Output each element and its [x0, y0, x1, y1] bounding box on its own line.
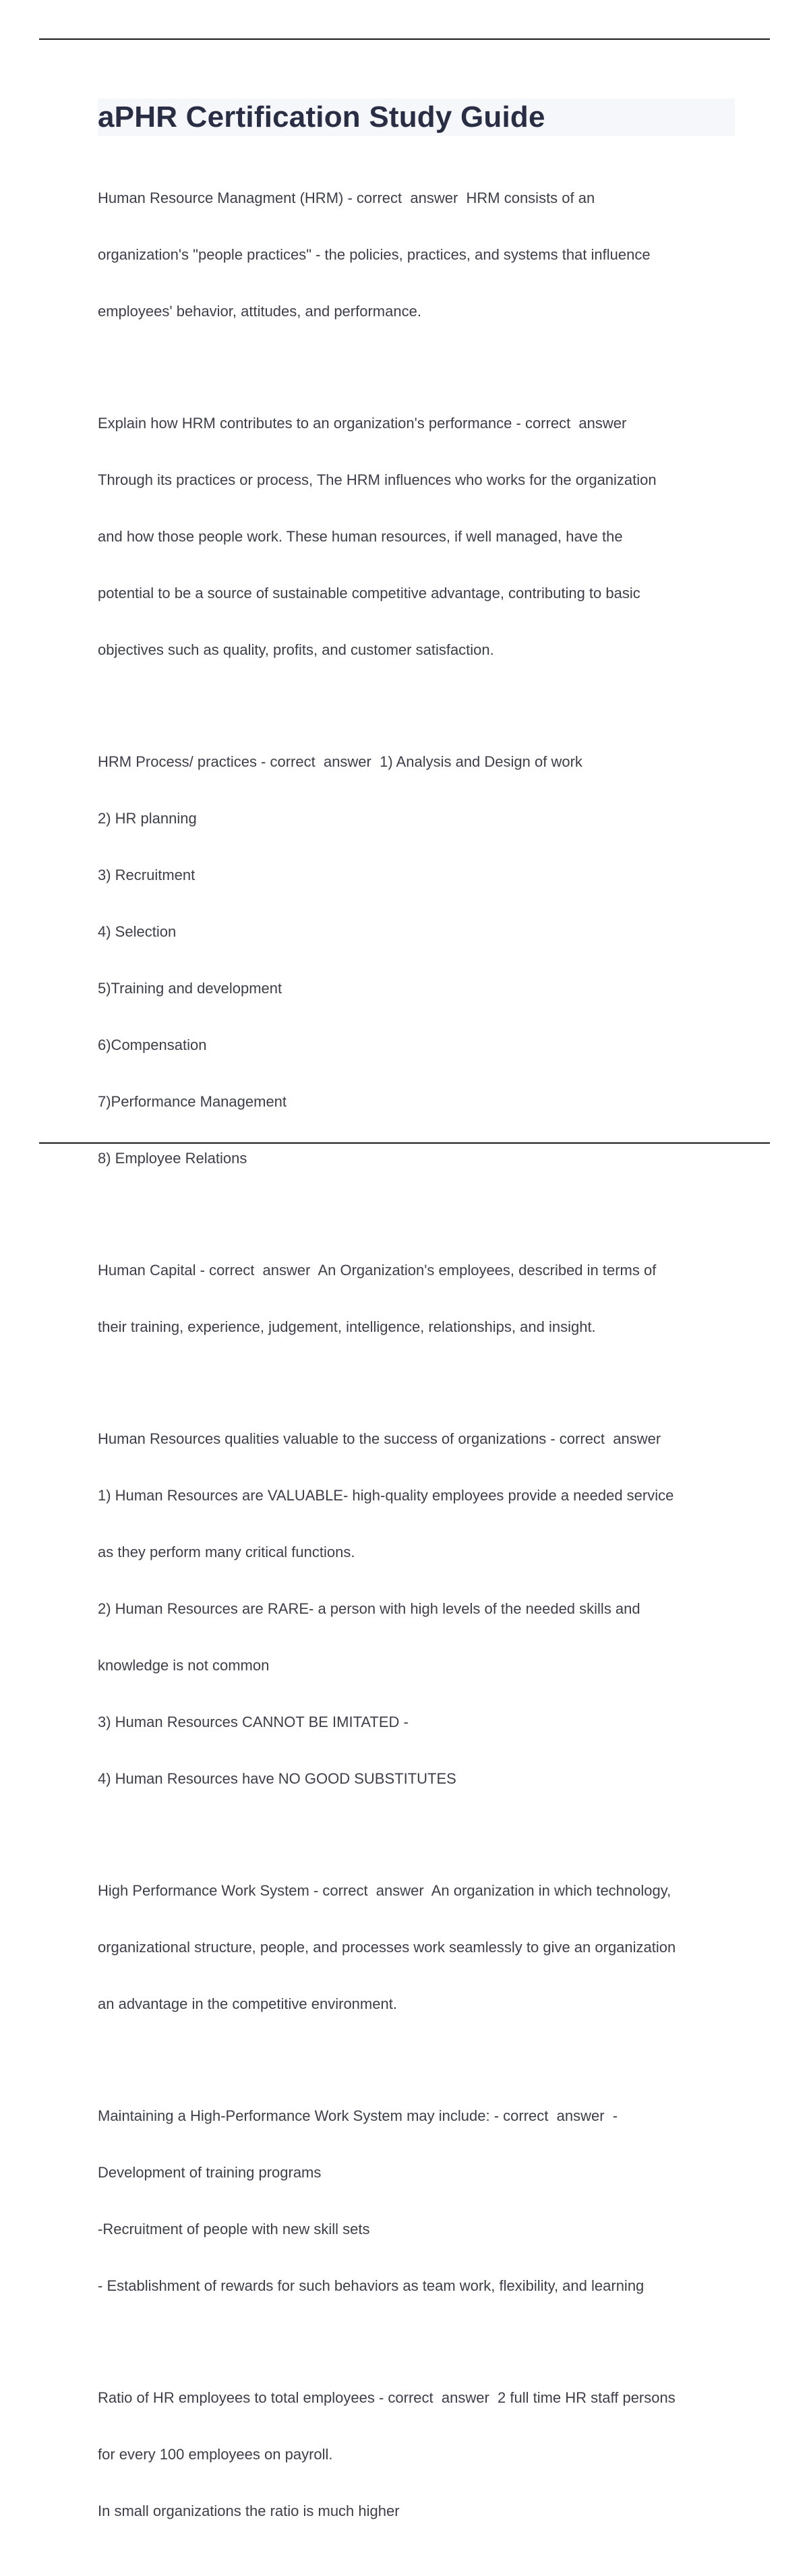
- entry-line: as they perform many critical functions.: [98, 1544, 355, 1560]
- qa-entry-hrm-process: [98, 715, 735, 1206]
- entry-line: organizational structure, people, and processes work seamlessly to give an organization: [98, 1939, 676, 1956]
- entry-line: 6)Compensation: [98, 1036, 207, 1053]
- qa-entry-hpws: [98, 1844, 735, 2051]
- entry-line: Human Capital - correct answer An Organization's employees, described in terms of: [98, 1262, 657, 1279]
- footer-rule: [39, 1142, 770, 1144]
- entry-line: Explain how HRM contributes to an organization's performance - correct answer: [98, 415, 627, 432]
- entry-line: 2) HR planning: [98, 810, 197, 827]
- entry-line: Maintaining a High-Performance Work System may include: - correct answer -: [98, 2107, 618, 2124]
- document-body: [98, 98, 735, 2576]
- entry-line: their training, experience, judgement, intelligence, relationships, and insight.: [98, 1318, 596, 1335]
- entry-line: Human Resource Managment (HRM) - correct answer HRM consists of an: [98, 189, 595, 206]
- entry-line: knowledge is not common: [98, 1657, 270, 1674]
- entry-line: 3) Recruitment: [98, 867, 196, 883]
- entry-line: potential to be a source of sustainable competitive advantage, contributing to basic: [98, 585, 640, 602]
- entry-line: 8) Employee Relations: [98, 1150, 247, 1167]
- qa-entry-hrm-performance: [98, 376, 735, 697]
- header-rule: [39, 38, 770, 40]
- entry-line: Human Resources qualities valuable to the success of organizations - correct answer: [98, 1430, 661, 1447]
- qa-entry-hr-qualities: [98, 1392, 735, 1826]
- qa-entry-hr-ratio: [98, 2351, 735, 2558]
- entry-line: 7)Performance Management: [98, 1093, 287, 1110]
- entry-line: for every 100 employees on payroll.: [98, 2446, 333, 2463]
- entry-line: 1) Human Resources are VALUABLE- high-quality employees provide a needed service: [98, 1487, 674, 1504]
- entry-line: employees' behavior, attitudes, and performance.: [98, 303, 421, 320]
- entry-line: -Recruitment of people with new skill sets: [98, 2221, 370, 2237]
- qa-entry-maintaining-hpws: [98, 2069, 735, 2333]
- entry-line: HRM Process/ practices - correct answer 1) Analysis and Design of work: [98, 753, 582, 770]
- entry-line: 3) Human Resources CANNOT BE IMITATED -: [98, 1714, 409, 1730]
- entry-line: organization's "people practices" - the policies, practices, and systems that influence: [98, 246, 651, 263]
- entry-line: - Establishment of rewards for such behaviors as team work, flexibility, and learning: [98, 2277, 645, 2294]
- entry-line: In small organizations the ratio is much higher: [98, 2502, 400, 2519]
- entry-line: 4) Selection: [98, 923, 177, 940]
- document-title: aPHR Certification Study Guide: [98, 98, 735, 136]
- entry-line: 4) Human Resources have NO GOOD SUBSTITUTES: [98, 1770, 456, 1787]
- entry-line: 5)Training and development: [98, 980, 282, 997]
- qa-entry-human-capital: [98, 1223, 735, 1374]
- entry-line: 2) Human Resources are RARE- a person with high levels of the needed skills and: [98, 1600, 640, 1617]
- entry-line: High Performance Work System - correct answer An organization in which technology,: [98, 1882, 671, 1899]
- entry-line: Through its practices or process, The HRM influences who works for the organization: [98, 471, 657, 488]
- entry-line: and how those people work. These human resources, if well managed, have the: [98, 528, 623, 545]
- qa-entry-hrm: [98, 151, 735, 359]
- entry-line: an advantage in the competitive environment.: [98, 1995, 397, 2012]
- entry-line: objectives such as quality, profits, and customer satisfaction.: [98, 641, 494, 658]
- entry-line: Development of training programs: [98, 2164, 322, 2181]
- entry-line: Ratio of HR employees to total employees - correct answer 2 full time HR staff persons: [98, 2389, 676, 2406]
